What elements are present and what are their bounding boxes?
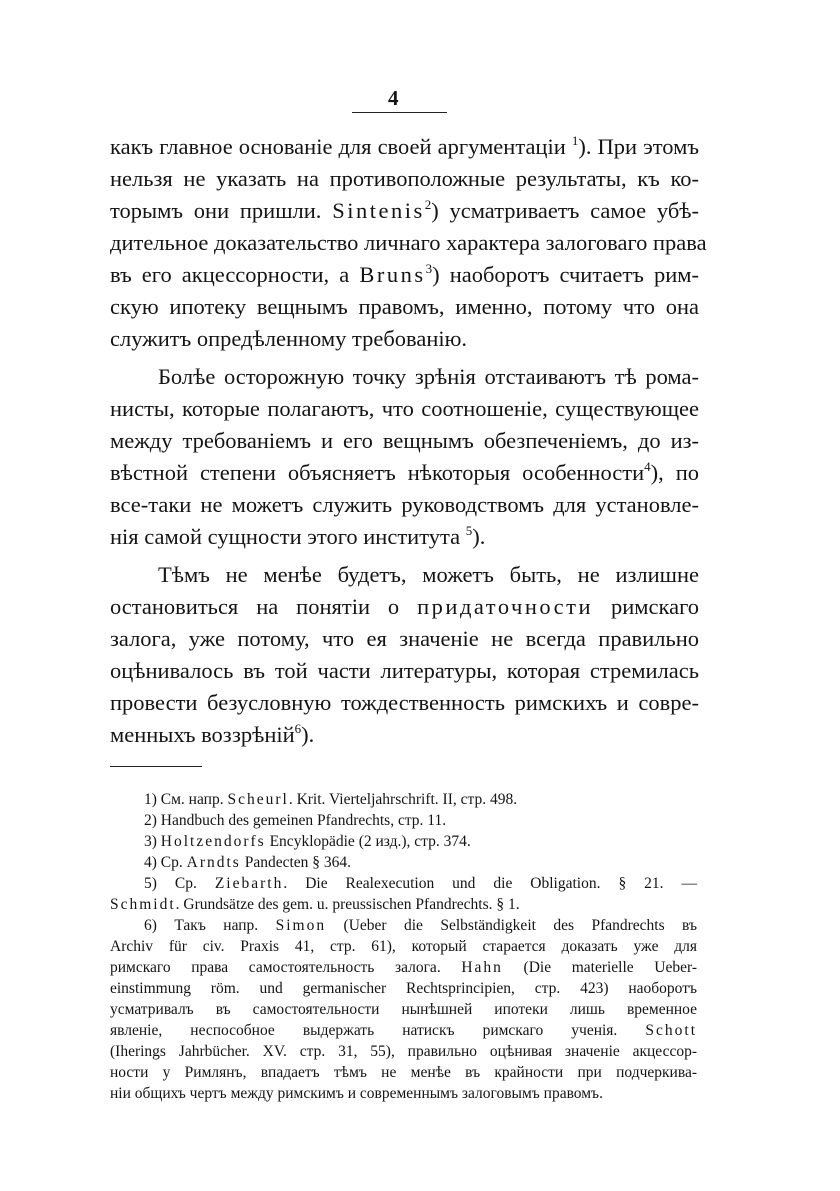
footnote-6: 6) Такъ напр. Simon (Ueber die Selbständigkeit des Pfandrechts въ — [144, 917, 697, 934]
footnote-ref: 2 — [424, 197, 432, 212]
body-line: оцѣнивалось въ той части литературы, которая стремилась — [110, 658, 699, 683]
footnote-ref: 5 — [465, 523, 473, 538]
footnote-rule — [110, 766, 202, 767]
author-name: Bruns — [359, 262, 426, 287]
body-line: нельзя не указать на противоположные результаты, къ ко- — [110, 166, 699, 191]
body-line: залога, уже потому, что ея значенiе не всегда правильно — [110, 626, 699, 651]
body-line: все-таки не можетъ служить руководствомъ для установле- — [110, 492, 699, 517]
body-line: дительное доказательство личнаго характера залоговаго права — [110, 230, 707, 255]
body-line: остановиться на понятiи о придаточности римскаго — [110, 594, 699, 619]
footnote-4: 4) Ср. Arndts Pandecten § 364. — [144, 854, 352, 871]
header-rule — [352, 112, 447, 113]
footnote-6-cont: усматривалъ въ самостоятельности нынѣшней ипотеки лишь временное — [110, 1001, 697, 1018]
footnote-6-cont: Archiv für civ. Praxis 41, стр. 61), который старается доказать уже для — [110, 938, 697, 955]
body-line: нiя самой сущности этого института $^5$). — [110, 523, 486, 549]
body-line: служитъ опредѣленному требованiю. — [110, 326, 468, 351]
footnote-2: 2) Handbuch des gemeinen Pfandrechts, стр. 11. — [144, 812, 447, 829]
footnote-ref: 3 — [425, 261, 433, 276]
body-line: скую ипотеку вещнымъ правомъ, именно, потому что она — [110, 294, 699, 319]
body-line: въ его акцессорности, а Bruns$^3$) наоборотъ считаетъ рим- — [110, 261, 700, 287]
author-name: Sintenis — [332, 198, 425, 223]
footnote-ref: 6 — [294, 721, 302, 736]
body-line: торымъ они пришли. Sintenis$^2$) усматриваетъ самое убѣ- — [110, 197, 699, 223]
footnote-ref: 4 — [644, 459, 651, 474]
body-line: Болѣе осторожную точку зрѣнiя отстаиваютъ тѣ рома- — [158, 364, 699, 389]
footnote-6-cont: нiи общихъ чертъ между римскимъ и современнымъ залоговымъ правомъ. — [110, 1085, 603, 1102]
body-line: Тѣмъ не менѣе будетъ, можетъ быть, не излишне — [158, 562, 699, 587]
emphasis-term: придаточности — [417, 594, 594, 619]
footnote-6-cont: einstimmung röm. und germanischer Rechtsprincipien, стр. 423) наоборотъ — [110, 980, 697, 997]
body-line: вѣстной степени объясняетъ нѣкоторыя особенности$^4$), по — [110, 459, 699, 485]
footnote-6-cont: явленiе, неспособное выдержать натискъ римскаго ученiя. Schott — [110, 1022, 698, 1039]
body-line: какъ главное основанiе для своей аргументацiи $^1$). При этомъ — [110, 133, 699, 159]
body-line: менныхъ воззрѣнiй$^6$). — [110, 721, 315, 747]
body-line: нисты, которые полагаютъ, что соотношенiе, существующее — [110, 396, 699, 421]
body-line: между требованiемъ и его вещнымъ обезпеченiемъ, до из- — [110, 428, 699, 453]
footnote-ref: 1 — [571, 133, 579, 148]
footnote-6-cont: римскаго права самостоятельность залога. Hahn (Die materielle Ueber- — [110, 959, 697, 976]
footnote-1: 1) См. напр. Scheurl. Krit. Vierteljahrschrift. II, стр. 498. — [144, 791, 518, 808]
page-number: 4 — [388, 86, 399, 110]
footnote-6-cont: (Iherings Jahrbücher. XV. стр. 31, 55), правильно оцѣнивая значенiе акцессор- — [110, 1043, 697, 1060]
footnote-5: 5) Ср. Ziebarth. Die Realexecution und die Obligation. § 21. — — [144, 875, 698, 892]
footnote-6-cont: ности у Римлянъ, впадаетъ тѣмъ не менѣе въ крайности при подчеркива- — [110, 1064, 697, 1081]
body-line: провести безусловную тождественность римскихъ и совре- — [110, 690, 699, 715]
footnote-5-cont: Schmidt. Grundsätze des gem. u. preussischen Pfandrechts. § 1. — [110, 896, 520, 913]
footnote-3: 3) Holtzendorfs Encyklopädie (2 изд.), стр. 374. — [144, 833, 471, 850]
